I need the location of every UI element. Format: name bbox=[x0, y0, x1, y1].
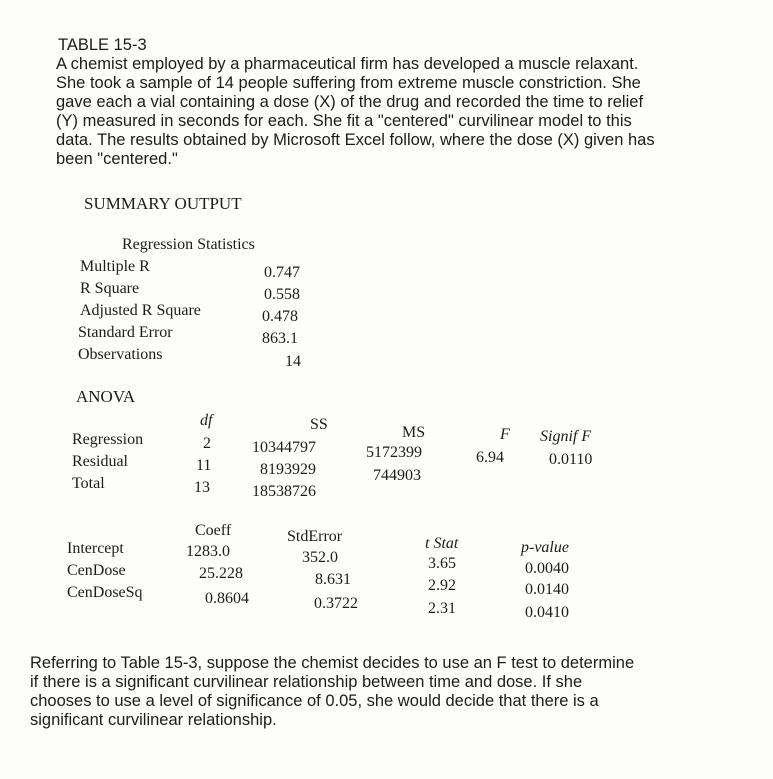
coef-row-label: CenDose bbox=[67, 562, 126, 579]
coef-cell-stderr: 8.631 bbox=[315, 571, 351, 588]
question-line: significant curvilinear relationship. bbox=[30, 711, 277, 729]
stat-value: 14 bbox=[285, 353, 301, 370]
question-line: chooses to use a level of significance of 0.05, she would decide that there is a bbox=[30, 692, 599, 710]
intro-line: A chemist employed by a pharmaceutical firm has developed a muscle relaxant. bbox=[56, 55, 639, 73]
anova-cell-ss: 18538726 bbox=[252, 483, 316, 500]
anova-row-label: Residual bbox=[72, 453, 128, 470]
anova-cell-ss: 8193929 bbox=[260, 461, 316, 478]
stat-value: 863.1 bbox=[262, 330, 298, 347]
coef-cell-stderr: 352.0 bbox=[302, 549, 338, 566]
coef-cell-pvalue: 0.0040 bbox=[525, 560, 569, 577]
coef-cell-pvalue: 0.0410 bbox=[525, 604, 569, 621]
anova-header-ms: MS bbox=[402, 424, 426, 441]
coef-cell-coeff: 1283.0 bbox=[186, 543, 230, 560]
stat-label: Standard Error bbox=[78, 324, 173, 341]
anova-header-signif: Signif F bbox=[540, 428, 592, 445]
coef-cell-coeff: 0.8604 bbox=[205, 590, 249, 607]
coef-cell-tstat: 2.31 bbox=[428, 600, 456, 617]
anova-cell-ms: 744903 bbox=[373, 467, 421, 484]
coef-cell-tstat: 2.92 bbox=[428, 577, 456, 594]
anova-header-f: F bbox=[500, 426, 510, 443]
intro-line: (Y) measured in seconds for each. She fit a "centered" curvilinear model to this bbox=[56, 112, 632, 130]
coef-header-stderr: StdError bbox=[287, 528, 343, 545]
coef-header-coeff: Coeff bbox=[195, 522, 232, 539]
coef-header-tstat: t Stat bbox=[425, 535, 459, 552]
anova-title: ANOVA bbox=[76, 387, 136, 406]
stat-label: Observations bbox=[78, 346, 163, 363]
anova-cell-df: 2 bbox=[203, 435, 211, 452]
coef-row-label: CenDoseSq bbox=[67, 584, 143, 601]
stat-value: 0.747 bbox=[264, 264, 300, 281]
anova-cell-ms: 5172399 bbox=[366, 444, 422, 461]
anova-cell-df: 11 bbox=[196, 457, 212, 474]
stat-value: 0.478 bbox=[262, 308, 298, 325]
anova-cell-signif: 0.0110 bbox=[549, 451, 593, 468]
coef-row-label: Intercept bbox=[67, 540, 124, 557]
anova-header-ss: SS bbox=[310, 416, 328, 433]
anova-row-label: Regression bbox=[72, 431, 144, 448]
table-label: TABLE 15-3 bbox=[58, 36, 147, 54]
coef-header-pvalue: p-value bbox=[521, 539, 569, 556]
anova-cell-ss: 10344797 bbox=[252, 439, 316, 456]
coef-cell-pvalue: 0.0140 bbox=[525, 581, 569, 598]
stat-label: R Square bbox=[80, 280, 140, 297]
intro-line: gave each a vial containing a dose (X) of the drug and recorded the time to relief bbox=[56, 93, 644, 111]
question-line: Referring to Table 15-3, suppose the chemist decides to use an F test to determine bbox=[30, 654, 635, 672]
anova-row-label: Total bbox=[72, 475, 105, 492]
intro-line: data. The results obtained by Microsoft Excel follow, where the dose (X) given has bbox=[56, 131, 655, 149]
coef-cell-coeff: 25.228 bbox=[199, 565, 243, 582]
intro-line: She took a sample of 14 people suffering from extreme muscle constriction. She bbox=[56, 74, 641, 92]
anova-header-df: df bbox=[200, 412, 213, 429]
coef-cell-stderr: 0.3722 bbox=[314, 595, 358, 612]
stat-label: Adjusted R Square bbox=[80, 302, 201, 319]
anova-cell-f: 6.94 bbox=[476, 449, 504, 466]
regression-stats-heading: Regression Statistics bbox=[122, 236, 255, 253]
intro-line: been "centered." bbox=[56, 150, 178, 168]
anova-cell-df: 13 bbox=[194, 479, 210, 496]
coef-cell-tstat: 3.65 bbox=[428, 555, 456, 572]
stat-value: 0.558 bbox=[264, 286, 300, 303]
summary-title: SUMMARY OUTPUT bbox=[84, 194, 242, 213]
stat-label: Multiple R bbox=[80, 258, 150, 275]
question-line: if there is a significant curvilinear relationship between time and dose. If she bbox=[30, 673, 583, 691]
